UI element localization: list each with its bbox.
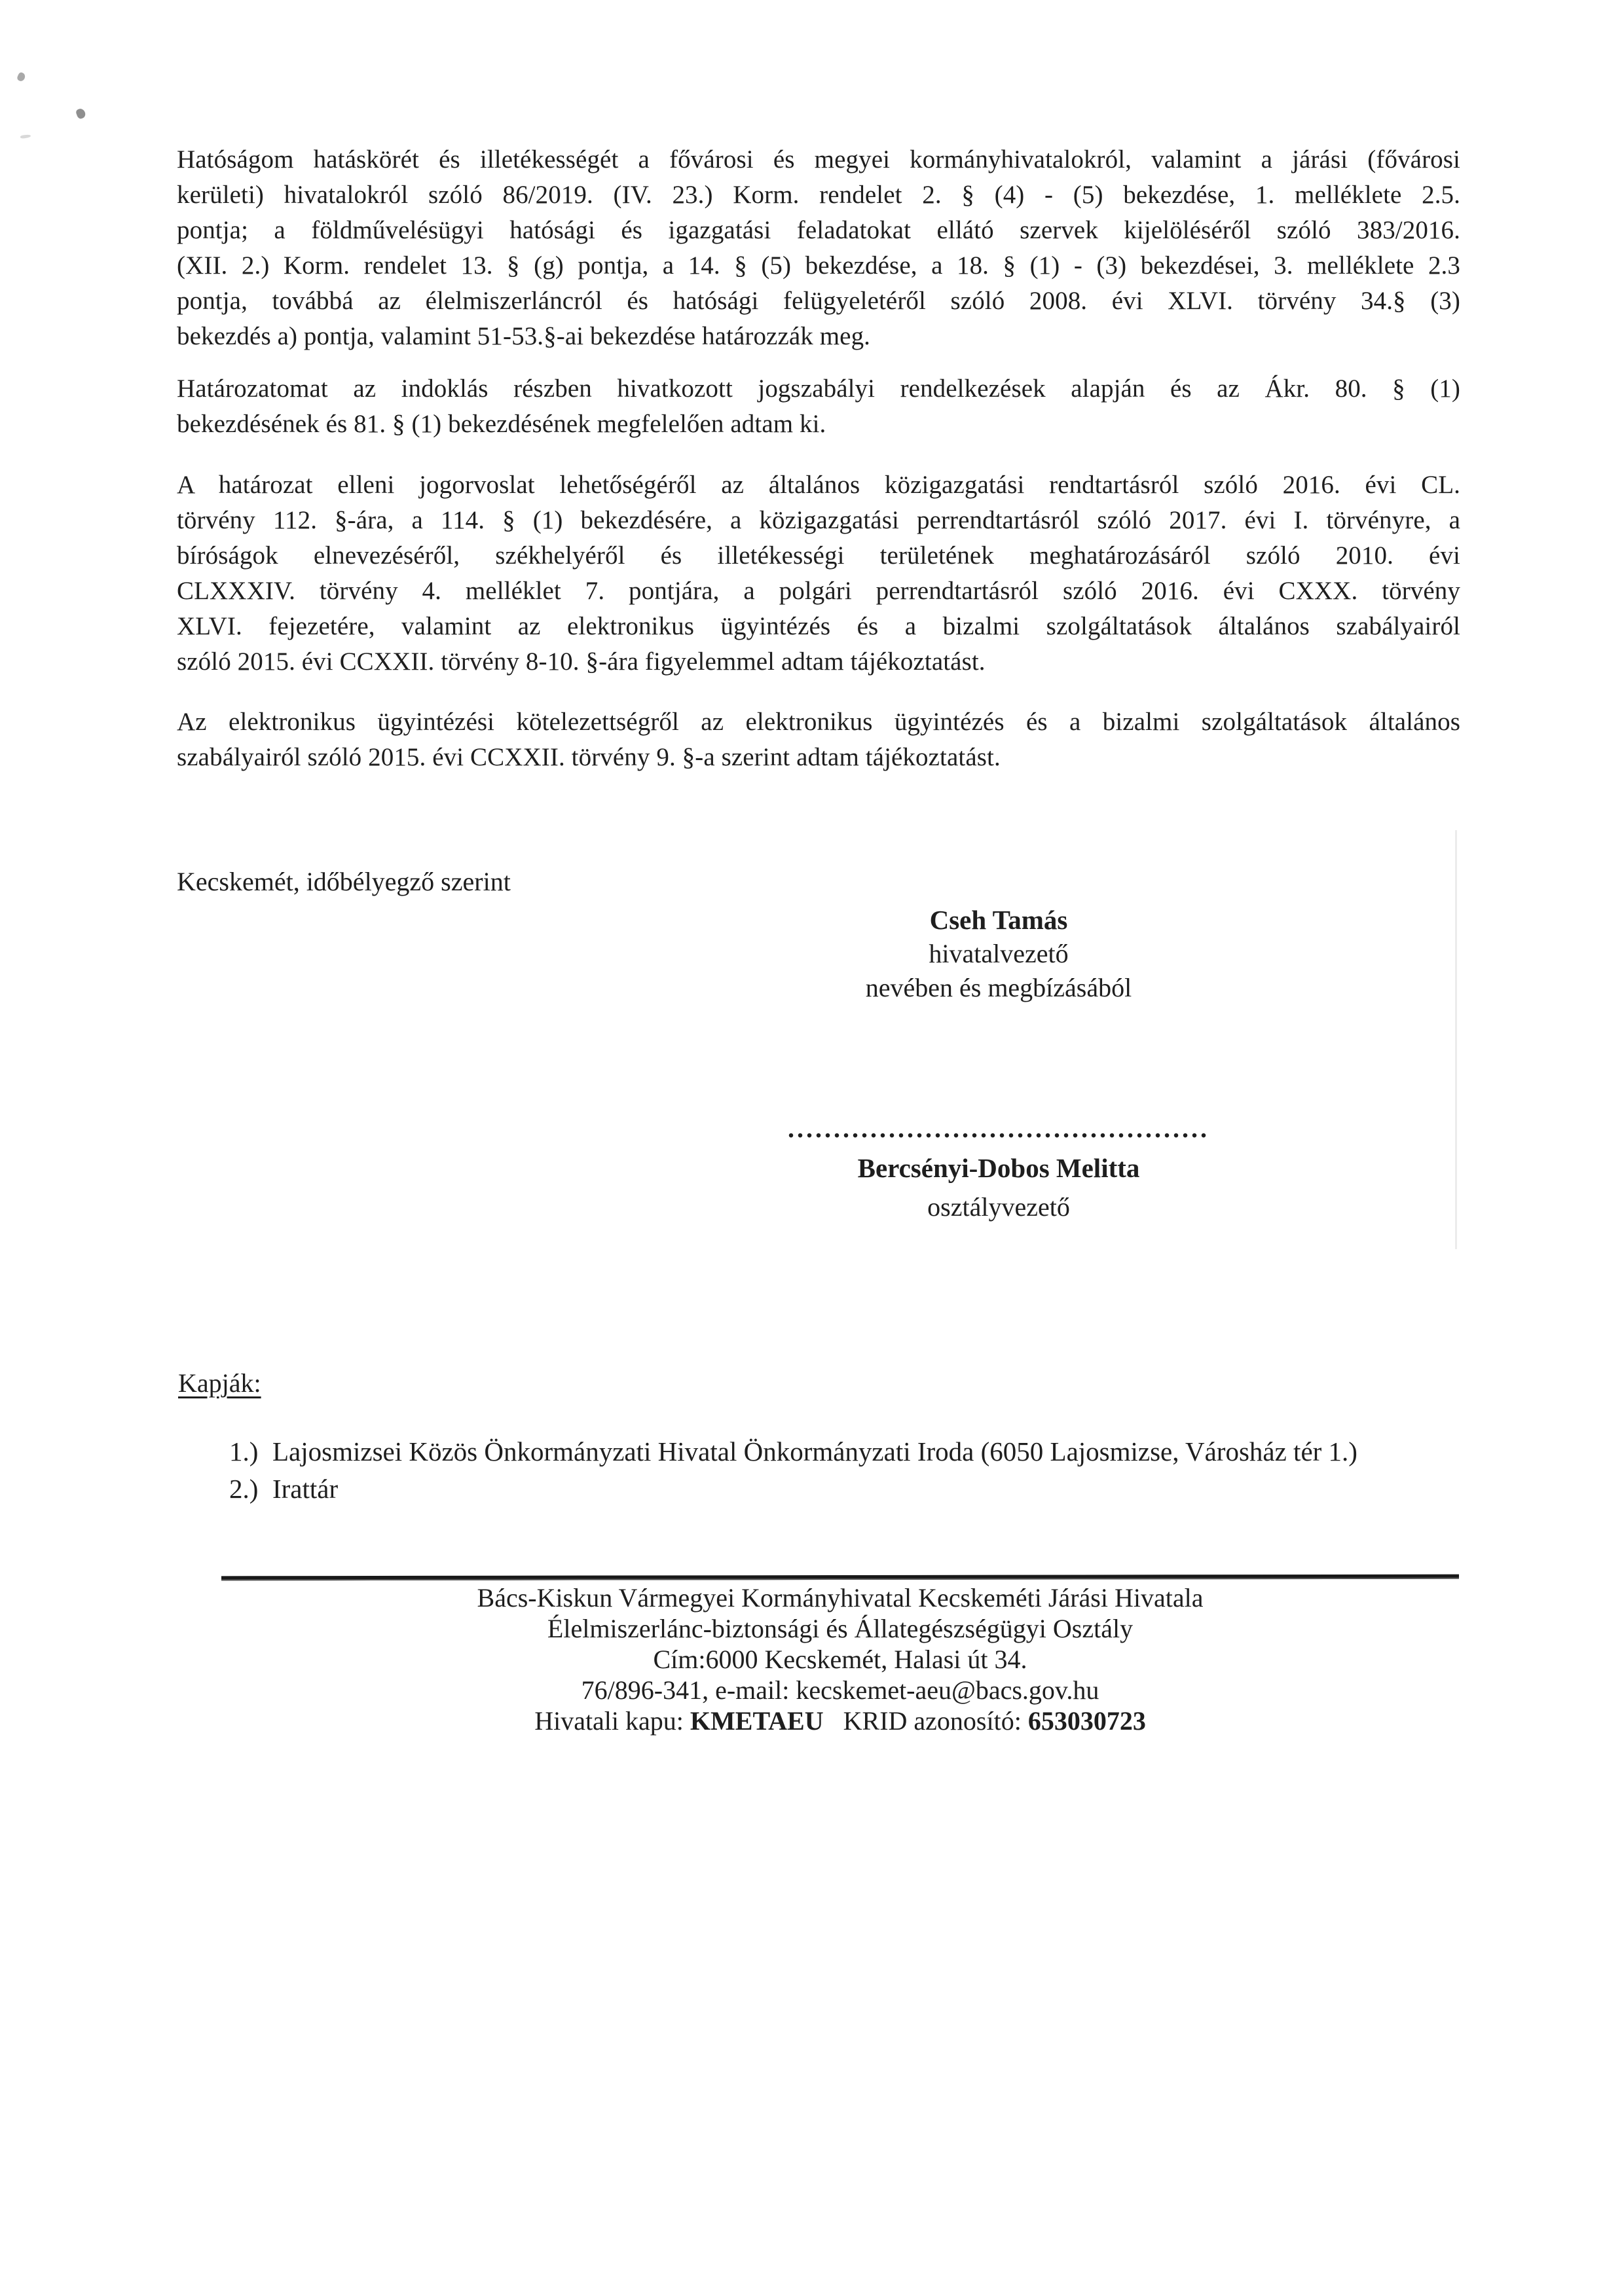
footer-office: Bács-Kiskun Vármegyei Kormányhivatal Kecskeméti Járási Hivatala <box>477 1583 1204 1613</box>
footer-address: Cím:6000 Kecskemét, Halasi út 34. <box>653 1645 1027 1674</box>
dateline: Kecskemét, időbélyegző szerint <box>177 867 511 896</box>
footer-gateway-value: KMETAEU <box>690 1706 824 1736</box>
footer <box>221 1582 1459 1736</box>
list-item-number: 1.) <box>229 1436 259 1467</box>
paragraph-jurisdiction: Hatóságom hatáskörét és illetékességét a fővárosi és megyei kormányhivatalokról, valamint a járási (fővárosi kerületi) hivatalokról szóló 86/2019. (IV. 23.) Korm. rendelet 2. § (4) - (5) bekezdése, 1. melléklete 2.5. pontja; a földművelésügyi hatósági és igazgatási feladatokat ellátó szervek kijelöléséről szóló 383/2016. (XII. 2.) Korm. rendelet 13. § (g) pontja, a 14. § (5) bekezdése, a 18. § (1) - (3) bekezdései, 3. melléklete 2.3 pontja, továbbá az élelmiszerláncról és hatósági felügyeletéről szóló 2008. évi XLVI. törvény 34.§ (3) bekezdés a) pontja, valamint 51-53.§-ai bekezdése határozzák meg. <box>177 145 1460 350</box>
footer-gateway <box>221 1705 1459 1736</box>
signatory-name-primary: Cseh Tamás <box>929 905 1068 935</box>
signatory-title-secondary: osztályvezető <box>927 1192 1070 1222</box>
distribution-list <box>229 1433 1473 1508</box>
paragraph-legal-remedy: A határozat elleni jogorvoslat lehetőségéről az általános közigazgatási rendtartásról szóló 2016. évi CL. törvény 112. §-ára, a 114. § (1) bekezdésére, a közigazgatási perrendtartásról szóló 2017. évi I. törvényre, a bíróságok elnevezéséről, székhelyéről és illetékességi területének meghatározásáról szóló 2010. évi CLXXXIV. törvény 4. melléklet 7. pontjára, a polgári perrendtartásról szóló 2016. évi CXXX. törvény XLVI. fejezetére, valamint az elektronikus ügyintézés és a bizalmi szolgáltatások általános szabályairól szóló 2015. évi CCXXII. törvény 8-10. §-ára figyelemmel adtam tájékoztatást. <box>177 471 1460 676</box>
list-item-number: 2.) <box>229 1474 259 1504</box>
signature-dotted-line: .............................................. <box>788 1114 1209 1143</box>
footer-divider <box>221 1575 1459 1581</box>
paragraph-decision-basis: Határozatomat az indoklás részben hivatkozott jogszabályi rendelkezések alapján és az Ákr. 80. § (1) bekezdésének és 81. § (1) bekezdésének megfelelően adtam ki. <box>177 374 1460 438</box>
scan-speck <box>75 107 86 120</box>
footer-krid-value: 653030723 <box>1027 1706 1146 1736</box>
signatory-name-secondary: Bercsényi-Dobos Melitta <box>857 1153 1140 1183</box>
signatory-note: nevében és megbízásából <box>865 973 1132 1002</box>
distribution-heading: Kapják: <box>178 1368 261 1398</box>
list-item <box>229 1470 1473 1508</box>
footer-gateway-label: Hivatali kapu: <box>534 1706 690 1736</box>
paragraph-e-administration: Az elektronikus ügyintézési kötelezettségről az elektronikus ügyintézés és a bizalmi szolgáltatások általános szabályairól szóló 2015. évi CCXXII. törvény 9. §-a szerint adtam tájékoztatást. <box>177 708 1460 771</box>
list-item-text: Lajosmizsei Közös Önkormányzati Hivatal Önkormányzati Iroda (6050 Lajosmizse, Városház tér 1.) <box>272 1436 1357 1467</box>
footer-department: Élelmiszerlánc-biztonsági és Állategészségügyi Osztály <box>547 1614 1134 1643</box>
scan-speck <box>16 71 26 82</box>
list-item <box>229 1433 1473 1470</box>
signature-block-secondary <box>498 1109 1500 1227</box>
footer-contact: 76/896-341, e-mail: kecskemet-aeu@bacs.gov.hu <box>581 1675 1099 1705</box>
scan-speck <box>20 134 31 139</box>
signatory-title-primary: hivatalvezető <box>929 939 1069 968</box>
signature-block-primary <box>498 903 1500 1005</box>
list-item-text: Irattár <box>272 1474 339 1504</box>
footer-krid-label: KRID azonosító: <box>843 1706 1028 1736</box>
